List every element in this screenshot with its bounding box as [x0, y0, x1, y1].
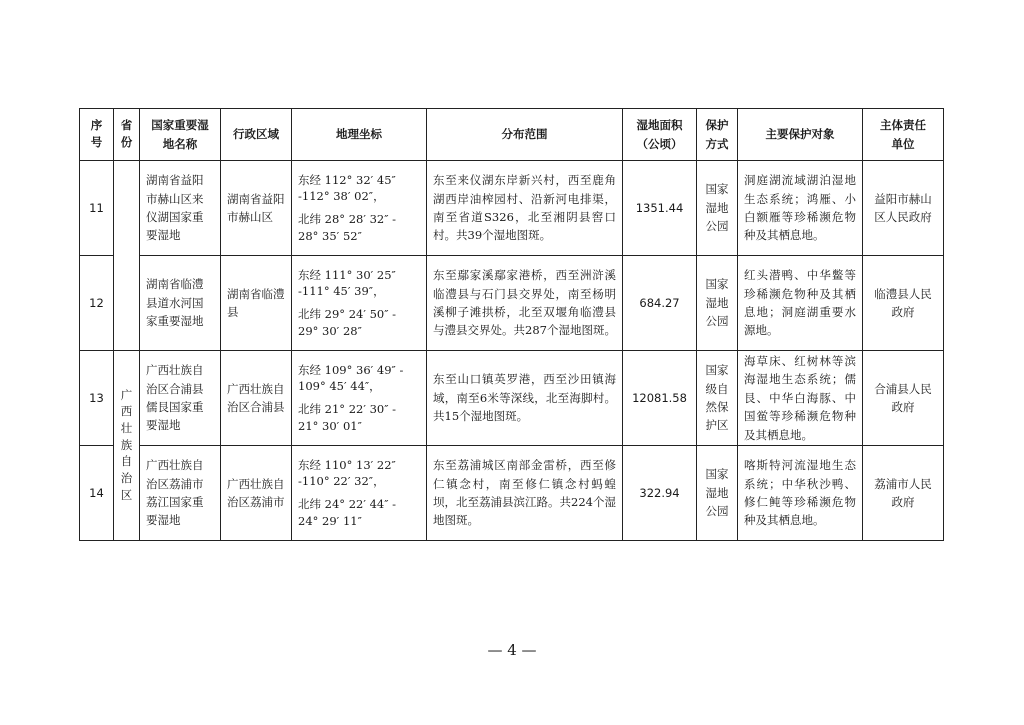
- header-admin-region: 行政区域: [221, 109, 292, 161]
- responsible-unit-cell: 益阳市赫山区人民政府: [863, 161, 944, 256]
- wetland-name-cell: 湖南省临澧县道水河国家重要湿地: [140, 256, 221, 351]
- table-row: [80, 161, 944, 256]
- header-coordinates: 地理坐标: [292, 109, 427, 161]
- province-cell: [114, 161, 140, 351]
- wetland-name-cell: 湖南省益阳市赫山区来仪湖国家重要湿地: [140, 161, 221, 256]
- distribution-cell: 东至来仪湖东岸新兴村，西至鹿角湖西岸油榨园村、沿新河电排渠，南至省道S326，北至湘阴县窖口村。共39个湿地图斑。: [427, 161, 623, 256]
- table-row: [80, 351, 944, 446]
- area-cell: 12081.58: [623, 351, 697, 446]
- north-latitude: 北纬 21° 22′ 30″ - 21° 30′ 01″: [298, 402, 397, 433]
- table-header-row: [80, 109, 944, 161]
- table-row: [80, 446, 944, 541]
- responsible-unit-cell: 临澧县人民政府: [863, 256, 944, 351]
- area-cell: 684.27: [623, 256, 697, 351]
- admin-region-cell: 湖南省临澧县: [221, 256, 292, 351]
- coordinates-cell: [292, 161, 427, 256]
- wetland-table: [79, 108, 944, 541]
- protection-mode-cell: 国家级自然保护区: [697, 351, 738, 446]
- distribution-cell: 东至山口镇英罗港，西至沙田镇海域，南至6米等深线，北至海脚村。共15个湿地图斑。: [427, 351, 623, 446]
- east-longitude: 东经 110° 13′ 22″ -110° 22′ 32″，: [298, 457, 396, 489]
- coordinates-cell: [292, 446, 427, 541]
- header-protection-targets: 主要保护对象: [738, 109, 863, 161]
- wetland-name-cell: 广西壮族自治区合浦县儒艮国家重要湿地: [140, 351, 221, 446]
- protection-mode-cell: 国家湿地公园: [697, 256, 738, 351]
- seq-cell: 14: [80, 446, 114, 541]
- protection-mode-cell: 国家湿地公园: [697, 161, 738, 256]
- north-latitude: 北纬 28° 28′ 32″ - 28° 35′ 52″: [298, 212, 397, 243]
- east-longitude: 东经 109° 36′ 49″ - 109° 45′ 44″，: [298, 362, 404, 394]
- table-row: [80, 256, 944, 351]
- protection-targets-cell: 喀斯特河流湿地生态系统；中华秋沙鸭、修仁鲀等珍稀濒危物种及其栖息地。: [738, 446, 863, 541]
- north-latitude: 北纬 24° 22′ 44″ - 24° 29′ 11″: [298, 497, 397, 528]
- admin-region-cell: 湖南省益阳市赫山区: [221, 161, 292, 256]
- distribution-cell: 东至荔浦城区南部金雷桥，西至修仁镇念村，南至修仁镇念村蚂蝗坝，北至荔浦县滨江路。共224个湿地图斑。: [427, 446, 623, 541]
- protection-mode-cell: 国家湿地公园: [697, 446, 738, 541]
- protection-targets-cell: 洞庭湖流域湖泊湿地生态系统；鸿雁、小白额雁等珍稀濒危物种及其栖息地。: [738, 161, 863, 256]
- protection-targets-cell: 海草床、红树林等滨海湿地生态系统；儒艮、中华白海豚、中国鲎等珍稀濒危物种及其栖息地。: [738, 351, 863, 446]
- east-longitude: 东经 112° 32′ 45″ -112° 38′ 02″，: [298, 172, 396, 204]
- responsible-unit-cell: 荔浦市人民政府: [863, 446, 944, 541]
- responsible-unit-cell: 合浦县人民政府: [863, 351, 944, 446]
- distribution-cell: 东至鄢家溪鄢家港桥，西至洲浒溪临澧县与石门县交界处，南至杨明溪柳子滩拱桥，北至双堰角临澧县与澧县交界处。共287个湿地图斑。: [427, 256, 623, 351]
- protection-targets-cell: 红头潜鸭、中华鳖等珍稀濒危物种及其栖息地；洞庭湖重要水源地。: [738, 256, 863, 351]
- north-latitude: 北纬 29° 24′ 50″ - 29° 30′ 28″: [298, 307, 397, 338]
- seq-cell: 12: [80, 256, 114, 351]
- header-distribution: 分布范围: [427, 109, 623, 161]
- wetland-name-cell: 广西壮族自治区荔浦市荔江国家重要湿地: [140, 446, 221, 541]
- header-area: 湿地面积（公顷）: [623, 109, 697, 161]
- header-province: 省份: [114, 109, 140, 161]
- header-seq: 序号: [80, 109, 114, 161]
- coordinates-cell: [292, 351, 427, 446]
- admin-region-cell: 广西壮族自治区合浦县: [221, 351, 292, 446]
- seq-cell: 13: [80, 351, 114, 446]
- seq-cell: 11: [80, 161, 114, 256]
- header-protection-mode: 保护方式: [697, 109, 738, 161]
- east-longitude: 东经 111° 30′ 25″ -111° 45′ 39″，: [298, 267, 396, 299]
- header-wetland-name: 国家重要湿地名称: [140, 109, 221, 161]
- header-responsible-unit: 主体责任单位: [863, 109, 944, 161]
- page-number: — 4 —: [487, 641, 537, 659]
- area-cell: 1351.44: [623, 161, 697, 256]
- admin-region-cell: 广西壮族自治区荔浦市: [221, 446, 292, 541]
- area-cell: 322.94: [623, 446, 697, 541]
- province-cell: 广西壮族自治区: [114, 351, 140, 541]
- coordinates-cell: [292, 256, 427, 351]
